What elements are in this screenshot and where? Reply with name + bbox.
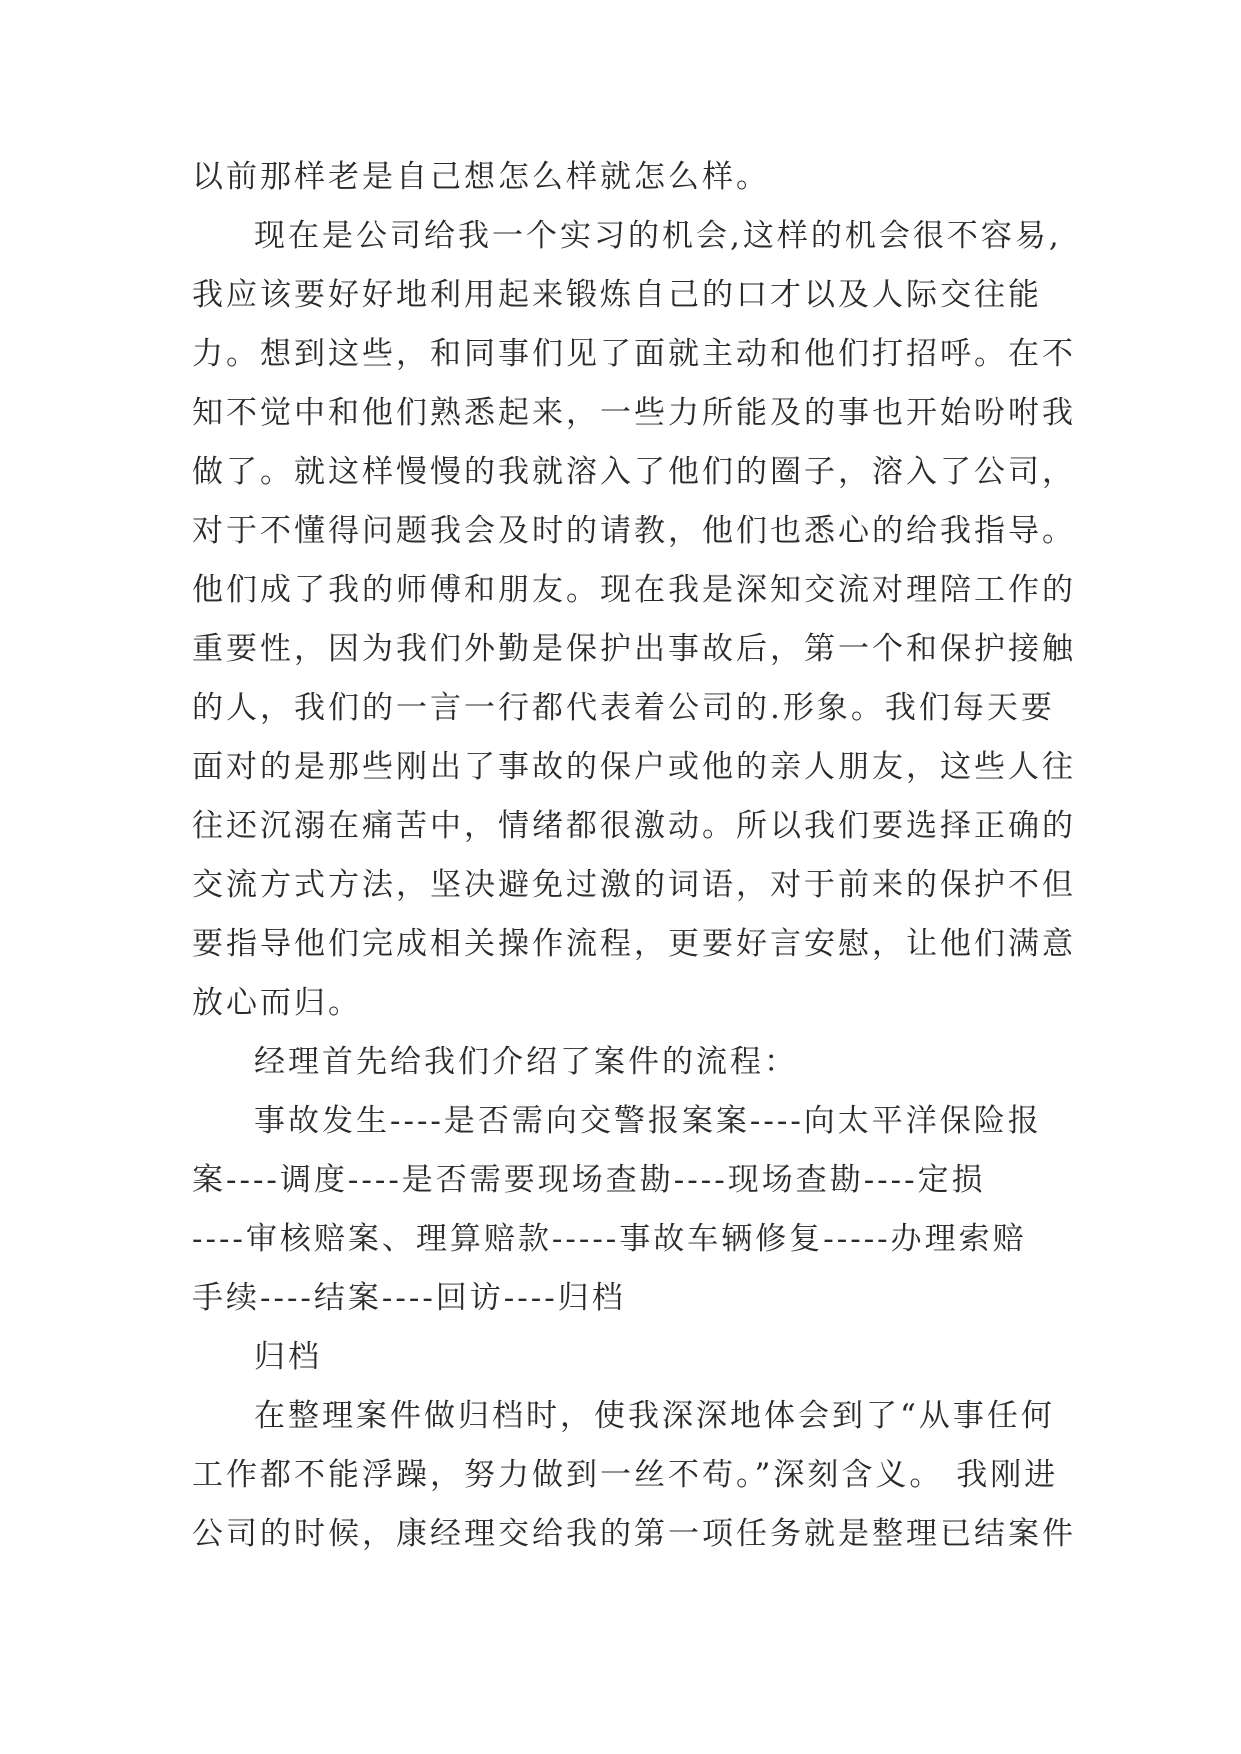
text-line: 事故发生----是否需向交警报案案----向太平洋保险报: [254, 1103, 1042, 1139]
text-line: ----审核赔案、理算赔款-----事故车辆修复-----办理索赔: [192, 1221, 1027, 1257]
text-line: 他们成了我的师傅和朋友。现在我是深知交流对理陪工作的: [192, 572, 1076, 608]
text-line: 公司的时候，康经理交给我的第一项任务就是整理已结案件: [192, 1516, 1076, 1552]
text-line: 现在是公司给我一个实习的机会,这样的机会很不容易,: [254, 218, 1062, 254]
text-line: 要指导他们完成相关操作流程，更要好言安慰，让他们满意: [192, 926, 1076, 962]
text-line: 我应该要好好地利用起来锻炼自己的口才以及人际交往能: [192, 277, 1042, 313]
text-line: 经理首先给我们介绍了案件的流程：: [254, 1044, 798, 1080]
text-line: 以前那样老是自己想怎么样就怎么样。: [192, 159, 770, 195]
text-line: 交流方式方法，坚决避免过激的词语，对于前来的保护不但: [192, 867, 1076, 903]
text-line: 手续----结案----回访----归档: [192, 1280, 626, 1316]
text-line: 知不觉中和他们熟悉起来，一些力所能及的事也开始吩咐我: [192, 395, 1076, 431]
text-line: 面对的是那些刚出了事故的保户或他的亲人朋友，这些人往: [192, 749, 1076, 785]
text-line: 放心而归。: [192, 985, 362, 1021]
text-line: 工作都不能浮躁，努力做到一丝不苟。”深刻含义。 我刚进: [192, 1457, 1059, 1493]
text-line: 力。想到这些，和同事们见了面就主动和他们打招呼。在不: [192, 336, 1076, 372]
text-line: 归档: [254, 1339, 322, 1375]
text-line: 的人，我们的一言一行都代表着公司的.形象。我们每天要: [192, 690, 1055, 726]
text-line: 重要性，因为我们外勤是保护出事故后，第一个和保护接触: [192, 631, 1076, 667]
text-line: 案----调度----是否需要现场查勘----现场查勘----定损: [192, 1162, 986, 1198]
text-line: 做了。就这样慢慢的我就溶入了他们的圈子，溶入了公司，: [192, 454, 1076, 490]
text-line: 对于不懂得问题我会及时的请教，他们也悉心的给我指导。: [192, 513, 1076, 549]
text-line: 在整理案件做归档时，使我深深地体会到了“从事任何: [254, 1398, 1055, 1434]
document-body: [192, 148, 1076, 1564]
text-line: 往还沉溺在痛苦中，情绪都很激动。所以我们要选择正确的: [192, 808, 1076, 844]
